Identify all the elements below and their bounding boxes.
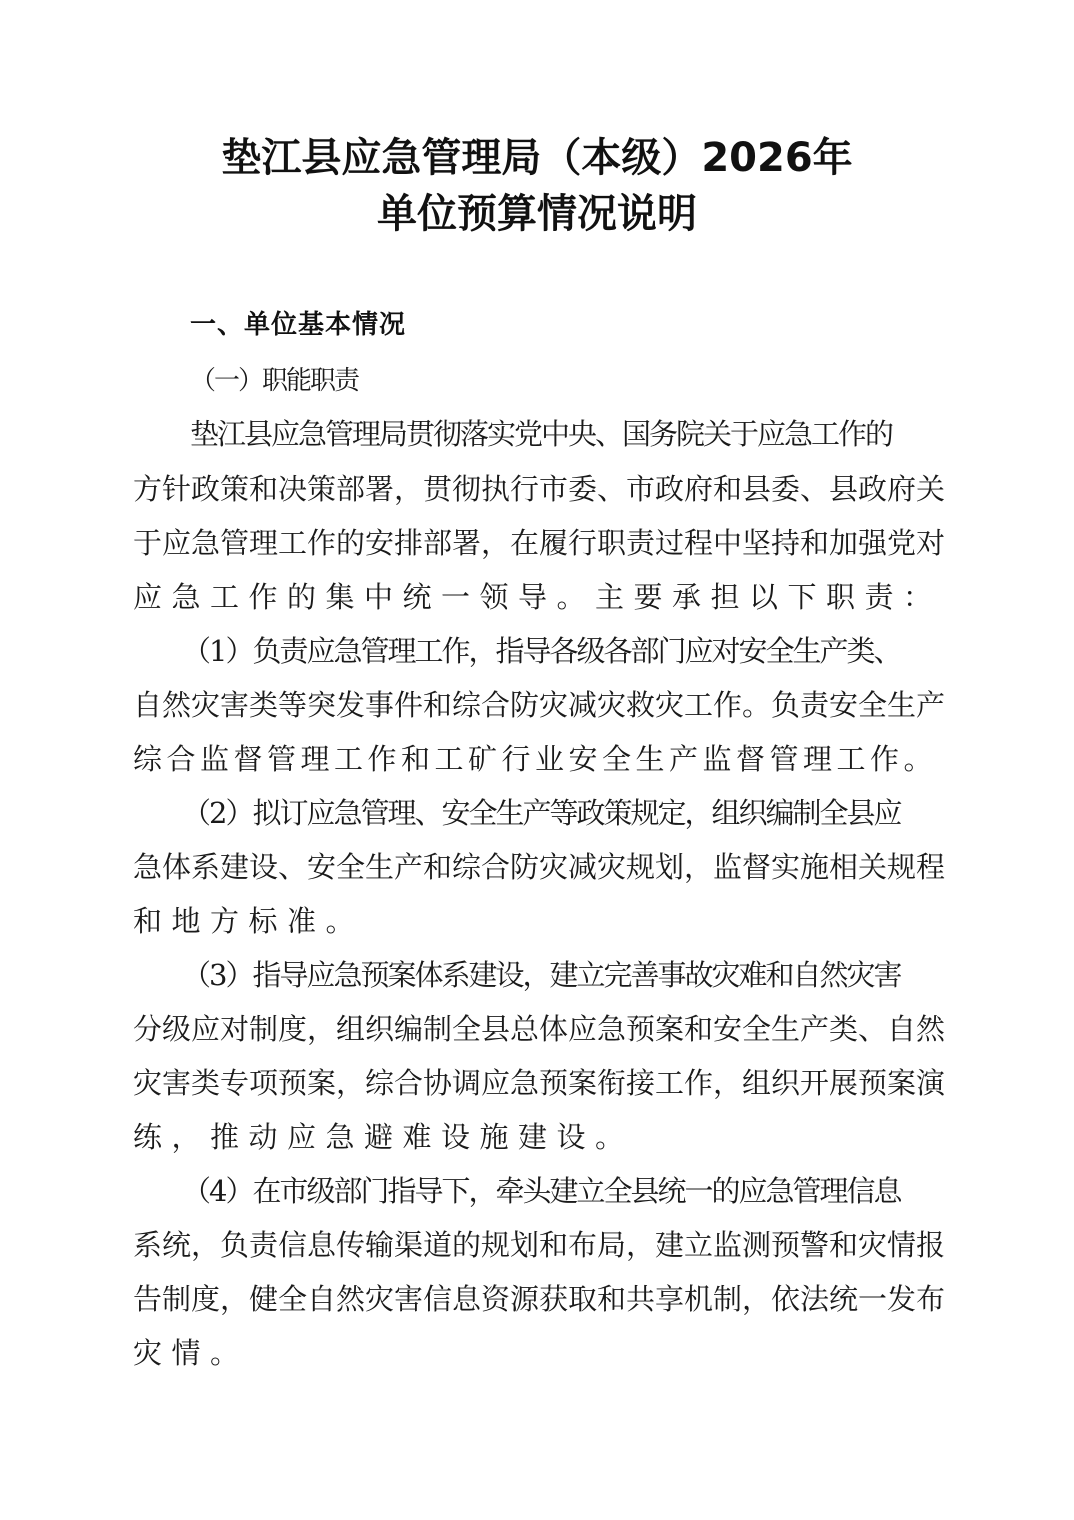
duty-2-line: 和地方标准。 — [133, 904, 365, 938]
paragraph-line: 应急工作的集中统一领导。主要承担以下职责： — [133, 580, 942, 614]
duty-4-line: 灾情。 — [133, 1336, 249, 1370]
duty-4-line: 系统，负责信息传输渠道的规划和布局，建立监测预警和灾情报 — [133, 1228, 946, 1262]
paragraph-line: 于应急管理工作的安排部署，在履行职责过程中坚持和加强党对 — [133, 526, 946, 560]
duty-2-line: （2）拟订应急管理、安全生产等政策规定，组织编制全县应 — [182, 796, 901, 830]
duty-4-line: （4）在市级部门指导下，牵头建立全县统一的应急管理信息 — [182, 1174, 901, 1208]
paragraph-line: 垫江县应急管理局贯彻落实党中央、国务院关于应急工作的 — [190, 417, 893, 451]
duty-3-line: 分级应对制度，组织编制全县总体应急预案和安全生产类、自然 — [133, 1012, 946, 1046]
duty-2-line: 急体系建设、安全生产和综合防灾减灾规划，监督实施相关规程 — [133, 850, 946, 884]
document-title-line1: 垫江县应急管理局（本级）2026年 — [221, 135, 853, 181]
duty-1-line: 综合监督管理工作和工矿行业安全生产监督管理工作。 — [133, 742, 938, 776]
section-heading: 一、单位基本情况 — [190, 310, 407, 340]
duty-3-line: 灾害类专项预案，综合协调应急预案衔接工作，组织开展预案演 — [133, 1066, 946, 1100]
subsection-heading: （一）职能职责 — [190, 366, 359, 396]
paragraph-line: 方针政策和决策部署，贯彻执行市委、市政府和县委、县政府关 — [133, 472, 946, 506]
duty-1-line: （1）负责应急管理工作，指导各级各部门应对安全生产类、 — [182, 634, 901, 668]
document-title-line2: 单位预算情况说明 — [377, 191, 697, 237]
duty-3-line: 练，推动应急避难设施建设。 — [133, 1120, 634, 1154]
duty-1-line: 自然灾害类等突发事件和综合防灾减灾救灾工作。负责安全生产 — [133, 688, 946, 722]
duty-4-line: 告制度，健全自然灾害信息资源获取和共享机制，依法统一发布 — [133, 1282, 946, 1316]
duty-3-line: （3）指导应急预案体系建设，建立完善事故灾难和自然灾害 — [182, 958, 901, 992]
